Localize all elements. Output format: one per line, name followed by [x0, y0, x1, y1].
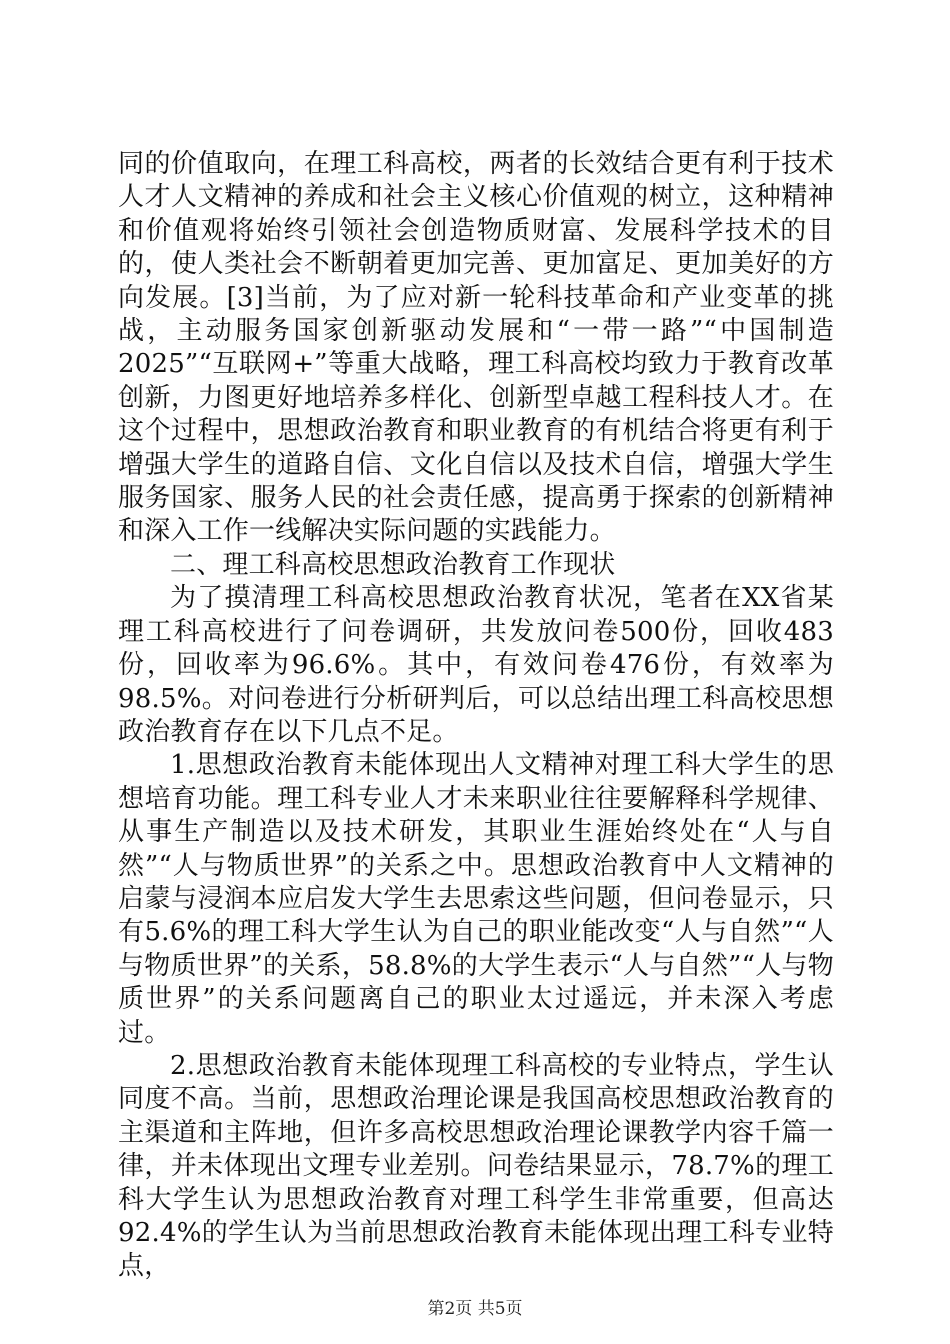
section-heading: 二、理工科高校思想政治教育工作现状 — [170, 549, 616, 580]
paragraph-point-2: 2.思想政治教育未能体现理工科高校的专业特点，学生认同度不高。当前，思想政治理论课是我国高校思想政治教育的主渠道和主阵地，但许多高校思想政治理论课教学内容千篇一律，并未体现出文理专业差别。问卷结果显示，78.7%的理工科大学生认为思想政治教育对理工科学生非常重要，但高达92.4%的学生认为当前思想政治教育未能体现出理工科专业特点， — [118, 1050, 834, 1282]
paragraph-point-1: 1.思想政治教育未能体现出人文精神对理工科大学生的思想培育功能。理工科专业人才未来职业往往要解释科学规律、从事生产制造以及技术研发，其职业生涯始终处在“人与自然”“人与物质世界”的关系之中。思想政治教育中人文精神的启蒙与浸润本应启发大学生去思索这些问题，但问卷显示，只有5.6%的理工科大学生认为自己的职业能改变“人与自然”“人与物质世界”的关系，58.8%的大学生表示“人与自然”“人与物质世界”的关系问题离自己的职业太过遥远，并未深入考虑过。 — [118, 750, 834, 1048]
document-body — [118, 148, 834, 1284]
paragraph-survey: 为了摸清理工科高校思想政治教育状况，笔者在XX省某理工科高校进行了问卷调研，共发放问卷500份，回收483份，回收率为96.6%。其中，有效问卷476份，有效率为98.5%。对问卷进行分析研判后，可以总结出理工科高校思想政治教育存在以下几点不足。 — [118, 583, 834, 747]
paragraph-continuation: 同的价值取向，在理工科高校，两者的长效结合更有利于技术人才人文精神的养成和社会主义核心价值观的树立，这种精神和价值观将始终引领社会创造物质财富、发展科学技术的目的，使人类社会不断朝着更加完善、更加富足、更加美好的方向发展。[3]当前，为了应对新一轮科技革命和产业变革的挑战，主动服务国家创新驱动发展和“一带一路”“中国制造2025”“互联网+”等重大战略，理工科高校均致力于教育改革创新，力图更好地培养多样化、创新型卓越工程科技人才。在这个过程中，思想政治教育和职业教育的有机结合将更有利于增强大学生的道路自信、文化自信以及技术自信，增强大学生服务国家、服务人民的社会责任感，提高勇于探索的创新精神和深入工作一线解决实际问题的实践能力。 — [118, 149, 834, 547]
page-footer: 第2页 共5页 — [427, 1299, 523, 1319]
